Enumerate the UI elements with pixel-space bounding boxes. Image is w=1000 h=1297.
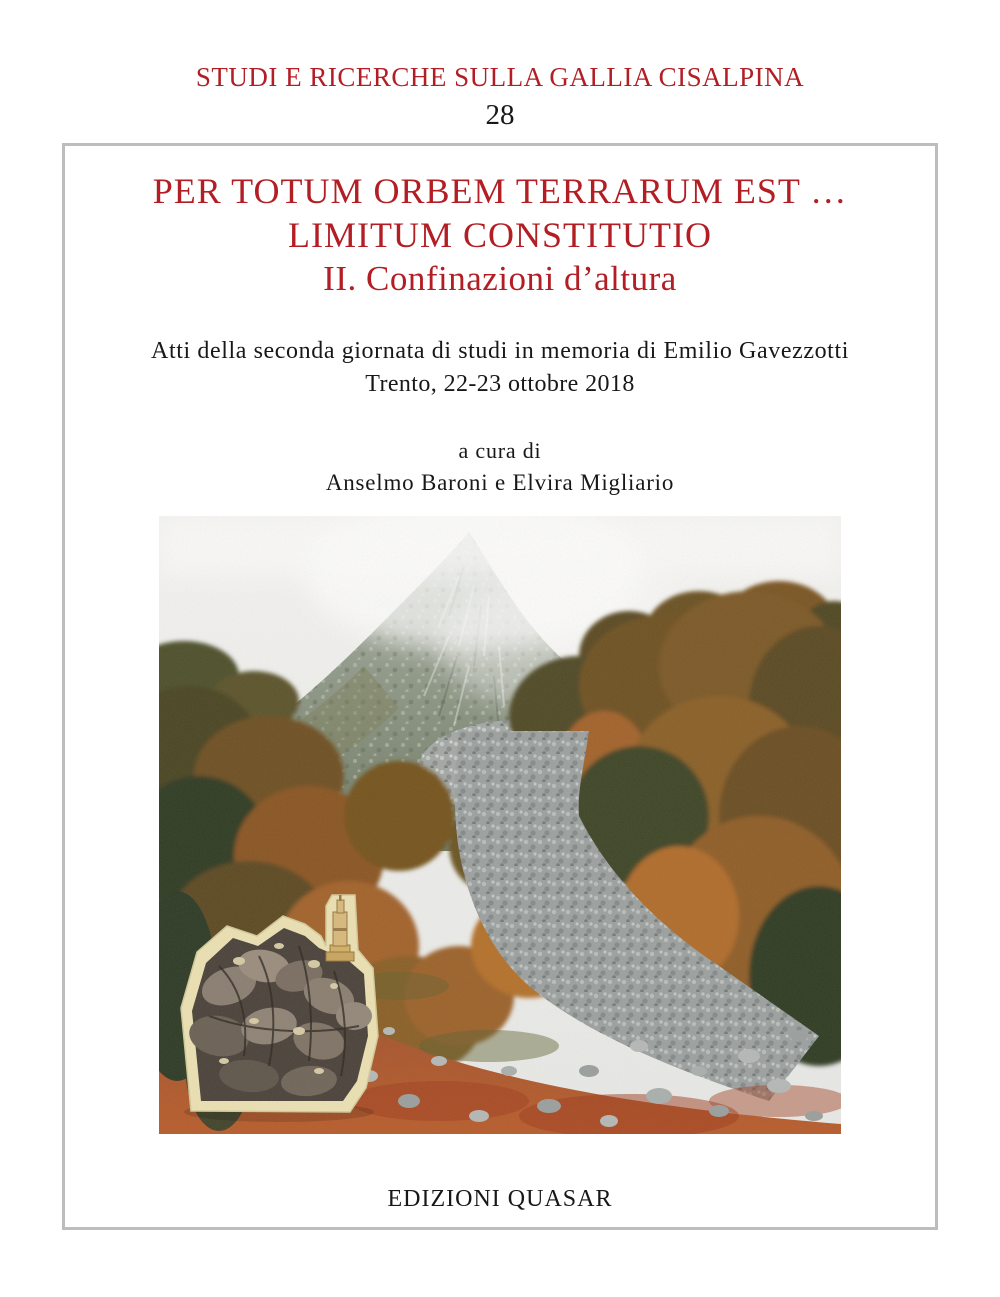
series-title: STUDI E RICERCHE SULLA GALLIA CISALPINA	[195, 62, 805, 92]
cover-photo	[159, 516, 841, 1134]
photo-grain	[159, 516, 841, 1134]
editors-names: Anselmo Baroni e Elvira Migliario	[325, 470, 675, 495]
title-line-1: PER TOTUM ORBEM TERRARUM EST …	[152, 171, 848, 211]
publisher-name: EDIZIONI QUASAR	[387, 1186, 613, 1212]
event-place-date: Trento, 22-23 ottobre 2018	[365, 371, 635, 397]
event-description: Atti della seconda giornata di studi in memoria di Emilio Gavezzotti	[151, 338, 849, 364]
series-number: 28	[485, 99, 515, 131]
cover-frame	[62, 143, 938, 1230]
editors-label: a cura di	[458, 438, 542, 463]
subtitle: II. Confinazioni d’altura	[323, 259, 677, 298]
title-line-2: LIMITUM CONSTITUTIO	[288, 215, 712, 255]
cover-photo-illustration	[159, 516, 841, 1134]
